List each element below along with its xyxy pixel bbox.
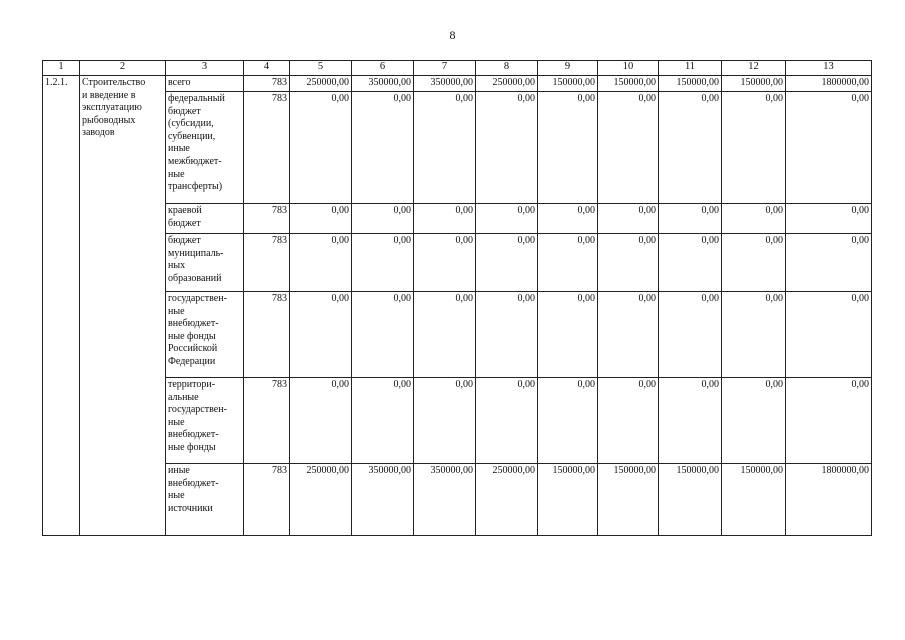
amount-cell: 0,00 <box>352 378 414 464</box>
amount-cell: 0,00 <box>598 234 659 292</box>
amount-cell: 0,00 <box>538 204 598 234</box>
amount-cell: 0,00 <box>476 92 538 204</box>
amount-cell: 0,00 <box>352 292 414 378</box>
amount-cell: 0,00 <box>290 292 352 378</box>
budget-code: 783 <box>244 292 290 378</box>
funding-source: всего <box>166 76 244 92</box>
column-number-row <box>43 61 872 76</box>
item-title: Строительство и введение в эксплуатацию рыбоводных заводов <box>80 76 166 536</box>
amount-cell: 0,00 <box>659 204 722 234</box>
table-row <box>43 292 872 378</box>
budget-code: 783 <box>244 76 290 92</box>
amount-cell: 0,00 <box>722 92 786 204</box>
amount-cell: 0,00 <box>414 92 476 204</box>
budget-table <box>42 60 872 536</box>
column-number-6: 6 <box>352 61 414 76</box>
funding-source: краевой бюджет <box>166 204 244 234</box>
column-number-4: 4 <box>244 61 290 76</box>
amount-cell: 0,00 <box>538 292 598 378</box>
funding-source: федеральный бюджет (субсидии, субвенции, иные межбюджет- ные трансферты) <box>166 92 244 204</box>
amount-cell: 0,00 <box>786 378 872 464</box>
column-number-5: 5 <box>290 61 352 76</box>
column-number-8: 8 <box>476 61 538 76</box>
table-row <box>43 76 872 92</box>
amount-cell: 0,00 <box>722 234 786 292</box>
amount-cell: 0,00 <box>659 292 722 378</box>
amount-cell: 250000,00 <box>476 464 538 536</box>
budget-code: 783 <box>244 378 290 464</box>
column-number-7: 7 <box>414 61 476 76</box>
amount-cell: 150000,00 <box>722 464 786 536</box>
column-number-13: 13 <box>786 61 872 76</box>
amount-cell: 250000,00 <box>290 76 352 92</box>
amount-cell: 150000,00 <box>598 464 659 536</box>
amount-cell: 0,00 <box>290 92 352 204</box>
amount-cell: 150000,00 <box>538 464 598 536</box>
amount-cell: 0,00 <box>476 234 538 292</box>
funding-source: бюджет муниципаль- ных образований <box>166 234 244 292</box>
amount-cell: 0,00 <box>786 292 872 378</box>
table-row <box>43 464 872 536</box>
amount-cell: 350000,00 <box>414 76 476 92</box>
amount-cell: 0,00 <box>538 92 598 204</box>
amount-cell: 0,00 <box>722 292 786 378</box>
amount-cell: 350000,00 <box>414 464 476 536</box>
amount-cell: 0,00 <box>352 92 414 204</box>
amount-cell: 250000,00 <box>476 76 538 92</box>
amount-cell: 0,00 <box>352 204 414 234</box>
amount-cell: 0,00 <box>659 234 722 292</box>
table-row <box>43 234 872 292</box>
amount-cell: 0,00 <box>538 378 598 464</box>
budget-code: 783 <box>244 234 290 292</box>
budget-code: 783 <box>244 464 290 536</box>
amount-cell: 0,00 <box>414 292 476 378</box>
amount-cell: 0,00 <box>414 234 476 292</box>
funding-source: государствен- ные внебюджет- ные фонды Российской Федерации <box>166 292 244 378</box>
amount-cell: 0,00 <box>352 234 414 292</box>
amount-cell: 0,00 <box>786 204 872 234</box>
funding-source: иные внебюджет- ные источники <box>166 464 244 536</box>
amount-cell: 150000,00 <box>659 76 722 92</box>
amount-cell: 1800000,00 <box>786 76 872 92</box>
column-number-9: 9 <box>538 61 598 76</box>
amount-cell: 0,00 <box>414 378 476 464</box>
amount-cell: 350000,00 <box>352 76 414 92</box>
budget-code: 783 <box>244 92 290 204</box>
table-body <box>43 61 872 536</box>
amount-cell: 0,00 <box>598 204 659 234</box>
amount-cell: 0,00 <box>290 204 352 234</box>
amount-cell: 0,00 <box>290 234 352 292</box>
amount-cell: 0,00 <box>659 92 722 204</box>
page-number: 8 <box>449 28 456 42</box>
amount-cell: 0,00 <box>722 204 786 234</box>
amount-cell: 0,00 <box>598 92 659 204</box>
funding-source: территори- альные государствен- ные внебюджет- ные фонды <box>166 378 244 464</box>
column-number-12: 12 <box>722 61 786 76</box>
column-number-10: 10 <box>598 61 659 76</box>
table-row <box>43 92 872 204</box>
amount-cell: 0,00 <box>598 378 659 464</box>
budget-code: 783 <box>244 204 290 234</box>
amount-cell: 0,00 <box>476 204 538 234</box>
amount-cell: 0,00 <box>659 378 722 464</box>
amount-cell: 0,00 <box>538 234 598 292</box>
amount-cell: 0,00 <box>722 378 786 464</box>
column-number-11: 11 <box>659 61 722 76</box>
column-number-1: 1 <box>43 61 80 76</box>
amount-cell: 250000,00 <box>290 464 352 536</box>
amount-cell: 350000,00 <box>352 464 414 536</box>
table-row <box>43 378 872 464</box>
amount-cell: 0,00 <box>414 204 476 234</box>
column-number-3: 3 <box>166 61 244 76</box>
amount-cell: 0,00 <box>476 378 538 464</box>
amount-cell: 1800000,00 <box>786 464 872 536</box>
amount-cell: 150000,00 <box>722 76 786 92</box>
table-row <box>43 204 872 234</box>
amount-cell: 0,00 <box>598 292 659 378</box>
amount-cell: 150000,00 <box>659 464 722 536</box>
amount-cell: 150000,00 <box>598 76 659 92</box>
amount-cell: 0,00 <box>476 292 538 378</box>
amount-cell: 0,00 <box>786 234 872 292</box>
amount-cell: 0,00 <box>786 92 872 204</box>
amount-cell: 150000,00 <box>538 76 598 92</box>
item-index: 1.2.1. <box>43 76 80 536</box>
column-number-2: 2 <box>80 61 166 76</box>
amount-cell: 0,00 <box>290 378 352 464</box>
